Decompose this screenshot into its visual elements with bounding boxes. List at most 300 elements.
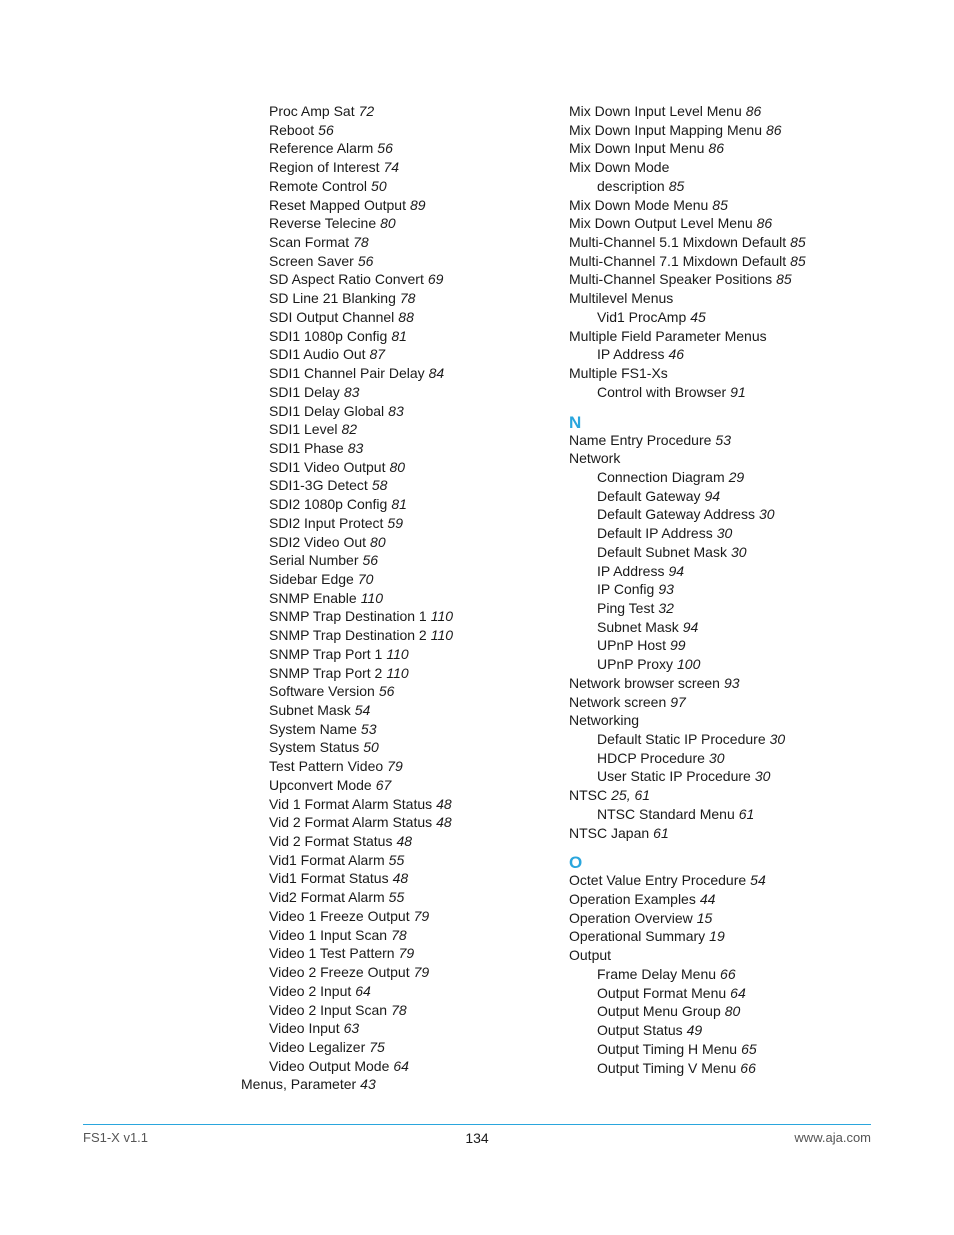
index-page-ref[interactable]: 85 xyxy=(668,177,685,194)
index-page-ref[interactable]: 29 xyxy=(728,468,745,485)
index-term: Video 2 Input xyxy=(269,982,352,999)
index-term: Mix Down Mode Menu xyxy=(569,196,709,213)
index-page-ref[interactable]: 25, 61 xyxy=(611,787,651,804)
index-subentry xyxy=(241,533,541,552)
index-entry xyxy=(569,693,889,712)
index-page-ref[interactable]: 48 xyxy=(436,814,452,831)
index-term: Multi-Channel 7.1 Mixdown Default xyxy=(569,252,787,269)
index-term: Ping Test xyxy=(597,599,655,616)
index-term: Default Gateway Address xyxy=(597,506,755,523)
index-page-ref[interactable]: 63 xyxy=(343,1020,360,1037)
index-page-ref[interactable]: 75 xyxy=(369,1038,385,1055)
index-subentry xyxy=(569,524,889,543)
index-term: NTSC Japan xyxy=(569,824,650,841)
index-subentry xyxy=(241,289,541,308)
index-page-ref[interactable]: 83 xyxy=(347,439,364,456)
index-section-letter: N xyxy=(569,412,582,432)
index-subentry xyxy=(241,963,541,982)
index-term: Video 1 Test Pattern xyxy=(269,945,395,962)
index-entry xyxy=(569,824,889,843)
index-page-ref[interactable]: 86 xyxy=(766,121,782,138)
index-term: Octet Value Entry Procedure xyxy=(569,872,747,889)
index-subentry xyxy=(241,270,541,289)
index-term: Menus, Parameter xyxy=(241,1076,357,1093)
index-subentry xyxy=(241,364,541,383)
index-term: IP Address xyxy=(597,562,665,579)
index-subentry xyxy=(241,738,541,757)
index-page-ref[interactable]: 88 xyxy=(398,308,414,325)
index-page-ref[interactable]: 87 xyxy=(369,346,386,363)
index-subentry xyxy=(241,458,541,477)
index-term: System Name xyxy=(269,720,357,737)
index-page-ref[interactable]: 50 xyxy=(363,739,379,756)
index-page-ref[interactable]: 48 xyxy=(392,870,409,887)
index-page-ref[interactable]: 110 xyxy=(386,664,409,681)
index-page-ref[interactable]: 99 xyxy=(670,637,686,654)
index-page-ref[interactable]: 80 xyxy=(380,215,396,232)
index-subentry xyxy=(241,626,541,645)
index-term: Network browser screen xyxy=(569,674,720,691)
index-page-ref[interactable]: 85 xyxy=(790,234,806,251)
index-subentry xyxy=(241,308,541,327)
index-subentry xyxy=(241,121,541,140)
index-subentry xyxy=(241,139,541,158)
index-page-ref[interactable]: 30 xyxy=(708,749,725,766)
index-subentry xyxy=(241,327,541,346)
index-page-ref[interactable]: 64 xyxy=(730,984,746,1001)
index-page-ref[interactable]: 56 xyxy=(378,683,395,700)
index-page-ref[interactable]: 30 xyxy=(758,506,775,523)
index-page-ref[interactable]: 30 xyxy=(754,768,771,785)
index-page-ref[interactable]: 83 xyxy=(343,383,360,400)
index-subentry xyxy=(241,589,541,608)
index-term: SDI1-3G Detect xyxy=(269,477,368,494)
index-subentry xyxy=(241,720,541,739)
index-term: Subnet Mask xyxy=(269,702,351,718)
index-page-ref[interactable]: 93 xyxy=(723,674,740,691)
index-page-ref[interactable]: 72 xyxy=(358,103,375,119)
index-term: Control with Browser xyxy=(597,383,727,400)
index-subentry xyxy=(241,476,541,495)
index-page-ref[interactable]: 49 xyxy=(686,1022,703,1039)
index-entry xyxy=(569,786,889,805)
index-page-ref[interactable]: 74 xyxy=(383,159,400,176)
index-term: Multiple Field Parameter Menus xyxy=(569,327,767,344)
index-term: SNMP Trap Destination 1 xyxy=(269,608,427,625)
index-page-ref[interactable]: 79 xyxy=(413,907,430,924)
index-page-ref[interactable]: 80 xyxy=(724,1003,741,1020)
index-term: Remote Control xyxy=(269,177,368,194)
index-page-ref[interactable]: 56 xyxy=(362,552,379,569)
index-term: Video 2 Input Scan xyxy=(269,1001,388,1018)
index-page-ref[interactable]: 83 xyxy=(388,402,404,419)
index-page-ref[interactable]: 110 xyxy=(430,608,454,625)
index-term: Mix Down Input Mapping Menu xyxy=(569,121,762,138)
index-page-ref[interactable]: 81 xyxy=(391,327,407,344)
index-subentry xyxy=(569,767,889,786)
index-term: Default Static IP Procedure xyxy=(597,731,766,747)
index-entry xyxy=(569,233,889,252)
index-term: Output Format Menu xyxy=(597,984,727,1001)
index-term: Multiple FS1-Xs xyxy=(569,365,668,382)
index-term: Serial Number xyxy=(269,552,359,569)
index-term: Video Input xyxy=(269,1020,340,1037)
index-page-ref[interactable]: 54 xyxy=(750,872,766,889)
index-term: Vid2 Format Alarm xyxy=(269,889,385,906)
index-page-ref[interactable]: 110 xyxy=(360,589,384,606)
footer-document-version: FS1-X v1.1 xyxy=(83,1130,149,1145)
index-term: Upconvert Mode xyxy=(269,776,372,793)
index-page-ref[interactable]: 66 xyxy=(740,1059,756,1076)
index-page-ref[interactable]: 100 xyxy=(677,656,701,673)
index-page-ref[interactable]: 110 xyxy=(386,645,409,662)
index-term: Operation Examples xyxy=(569,891,696,908)
index-page-ref[interactable]: 56 xyxy=(377,140,393,157)
index-subentry xyxy=(241,664,541,683)
index-term: Output xyxy=(569,947,612,964)
index-subentry xyxy=(569,543,889,562)
index-entry xyxy=(569,909,889,928)
index-term: Region of Interest xyxy=(269,159,380,176)
index-term: Video 2 Freeze Output xyxy=(269,964,410,981)
index-page-ref[interactable]: 85 xyxy=(776,271,792,288)
index-term: Output Timing H Menu xyxy=(597,1040,738,1057)
index-page-ref[interactable]: 78 xyxy=(391,926,407,943)
index-page-ref[interactable]: 79 xyxy=(398,945,415,962)
index-page-ref[interactable]: 94 xyxy=(668,562,685,579)
footer-page-number: 134 xyxy=(465,1130,489,1146)
index-subentry xyxy=(241,214,541,233)
index-term: Default Subnet Mask xyxy=(597,543,727,560)
index-entry xyxy=(569,252,889,271)
index-page-ref[interactable]: 86 xyxy=(745,103,762,119)
index-subentry xyxy=(569,655,889,674)
index-page-ref[interactable]: 110 xyxy=(430,627,454,644)
index-subentry xyxy=(241,776,541,795)
index-term: NTSC Standard Menu xyxy=(597,805,735,822)
index-term: System Status xyxy=(269,739,360,756)
index-term: Name Entry Procedure xyxy=(569,431,712,448)
index-term: Test Pattern Video xyxy=(269,758,384,775)
index-column-right xyxy=(569,102,889,1077)
index-term: Mix Down Input Level Menu xyxy=(569,103,742,119)
index-term: Reset Mapped Output xyxy=(269,196,406,213)
index-page-ref[interactable]: 30 xyxy=(716,525,733,542)
index-page-ref[interactable]: 44 xyxy=(699,891,716,908)
index-page-ref[interactable]: 91 xyxy=(730,383,746,400)
index-term: Output Timing V Menu xyxy=(597,1059,737,1076)
index-page-ref[interactable]: 97 xyxy=(670,693,686,710)
footer-website: www.aja.com xyxy=(794,1130,871,1145)
index-column-left xyxy=(241,102,541,1094)
index-page-ref[interactable]: 70 xyxy=(357,570,374,587)
index-subentry xyxy=(241,926,541,945)
index-subentry xyxy=(241,813,541,832)
index-page-ref[interactable]: 93 xyxy=(658,581,674,598)
index-entry xyxy=(569,431,889,450)
index-page-ref[interactable]: 50 xyxy=(371,177,387,194)
index-term: User Static IP Procedure xyxy=(597,768,751,785)
index-term: Mix Down Mode xyxy=(569,159,670,176)
index-term: Mix Down Output Level Menu xyxy=(569,215,753,232)
index-page-ref[interactable]: 67 xyxy=(375,776,392,793)
index-subentry xyxy=(569,1021,889,1040)
index-term: SDI1 Channel Pair Delay xyxy=(269,365,425,382)
index-subentry xyxy=(241,233,541,252)
index-page-ref[interactable]: 19 xyxy=(709,928,725,945)
index-term: Vid 2 Format Alarm Status xyxy=(269,814,433,831)
index-subentry xyxy=(569,345,889,364)
index-page-ref[interactable]: 56 xyxy=(318,121,334,138)
index-entry xyxy=(569,214,889,233)
index-term: Default Gateway xyxy=(597,487,701,504)
index-entry xyxy=(569,674,889,693)
index-term: SDI1 Level xyxy=(269,421,338,438)
index-subentry xyxy=(241,495,541,514)
index-subentry xyxy=(569,730,889,749)
index-subentry xyxy=(241,1019,541,1038)
index-section-letter: O xyxy=(569,853,583,873)
index-subentry xyxy=(569,599,889,618)
index-subentry xyxy=(569,749,889,768)
index-subentry xyxy=(241,420,541,439)
index-term: description xyxy=(597,177,665,194)
index-term: SDI2 1080p Config xyxy=(269,496,388,513)
index-subentry xyxy=(569,308,889,327)
index-subentry xyxy=(569,177,889,196)
index-term: SDI1 Video Output xyxy=(269,458,386,475)
index-subentry xyxy=(569,562,889,581)
index-subentry xyxy=(241,795,541,814)
index-subentry xyxy=(241,701,541,720)
index-page-ref[interactable]: 59 xyxy=(387,514,403,531)
index-entry xyxy=(569,449,889,468)
index-page-ref[interactable]: 78 xyxy=(391,1001,407,1018)
index-page-ref[interactable]: 89 xyxy=(409,196,426,213)
index-term: Scan Format xyxy=(269,234,350,251)
index-subentry xyxy=(241,851,541,870)
index-page-ref[interactable]: 69 xyxy=(427,271,444,288)
index-term: Operational Summary xyxy=(569,928,706,945)
footer-divider xyxy=(83,1124,871,1125)
index-subentry xyxy=(569,505,889,524)
index-page-ref[interactable]: 48 xyxy=(396,833,413,850)
index-subentry xyxy=(241,1038,541,1057)
index-entry xyxy=(569,289,889,308)
index-term: Vid 2 Format Status xyxy=(269,833,393,850)
index-subentry xyxy=(569,805,889,824)
index-term: Multilevel Menus xyxy=(569,290,674,307)
index-page-ref[interactable]: 15 xyxy=(696,909,713,926)
index-page-ref[interactable]: 80 xyxy=(370,533,386,550)
index-page-ref[interactable]: 82 xyxy=(341,421,358,438)
index-page-ref[interactable]: 53 xyxy=(715,431,731,448)
index-term: NTSC xyxy=(569,787,608,804)
index-term: SNMP Trap Port 2 xyxy=(269,664,383,681)
index-entry xyxy=(569,121,889,140)
index-term: Network screen xyxy=(569,693,667,710)
index-term: Multi-Channel Speaker Positions xyxy=(569,271,773,288)
index-subentry xyxy=(569,1059,889,1078)
index-subentry xyxy=(241,1057,541,1076)
index-page-ref[interactable]: 84 xyxy=(428,365,445,382)
index-subentry xyxy=(241,888,541,907)
index-page-ref[interactable]: 55 xyxy=(388,889,405,906)
index-term: Sidebar Edge xyxy=(269,570,354,587)
index-entry xyxy=(569,158,889,177)
index-entry xyxy=(569,327,889,346)
index-subentry xyxy=(569,1002,889,1021)
index-entry xyxy=(569,711,889,730)
index-subentry xyxy=(241,1001,541,1020)
index-subentry xyxy=(241,944,541,963)
index-subentry xyxy=(241,570,541,589)
index-term: Vid1 Format Alarm xyxy=(269,851,385,868)
index-entry xyxy=(569,946,889,965)
index-term: Connection Diagram xyxy=(597,468,725,485)
index-term: SNMP Enable xyxy=(269,589,357,606)
index-subentry xyxy=(241,551,541,570)
index-page-ref[interactable]: 55 xyxy=(388,851,405,868)
index-subentry xyxy=(241,645,541,664)
index-page-ref[interactable]: 85 xyxy=(790,252,806,269)
index-entry xyxy=(241,1075,541,1094)
index-subentry xyxy=(241,682,541,701)
index-subentry xyxy=(569,1040,889,1059)
index-term: Video 1 Input Scan xyxy=(269,926,388,943)
index-subentry xyxy=(241,757,541,776)
index-page-ref[interactable]: 46 xyxy=(668,346,685,363)
index-subentry xyxy=(569,487,889,506)
index-entry xyxy=(569,102,889,121)
index-page-ref[interactable]: 94 xyxy=(704,487,721,504)
index-term: SDI1 Audio Out xyxy=(269,346,366,363)
index-term: SNMP Trap Port 1 xyxy=(269,645,383,662)
index-page-ref[interactable]: 79 xyxy=(387,758,403,775)
index-page-ref[interactable]: 66 xyxy=(720,965,736,982)
index-term: SD Aspect Ratio Convert xyxy=(269,271,424,288)
index-term: Multi-Channel 5.1 Mixdown Default xyxy=(569,234,787,251)
index-term: Networking xyxy=(569,712,640,729)
index-page-ref[interactable]: 64 xyxy=(393,1057,409,1074)
index-entry xyxy=(569,890,889,909)
index-page-ref[interactable]: 45 xyxy=(690,308,706,325)
index-term: Operation Overview xyxy=(569,909,693,926)
index-term: SDI1 1080p Config xyxy=(269,327,388,344)
index-term: SNMP Trap Destination 2 xyxy=(269,627,427,644)
index-page-ref[interactable]: 79 xyxy=(413,964,430,981)
index-page-ref[interactable]: 43 xyxy=(360,1076,376,1093)
index-term: Output Status xyxy=(597,1022,683,1039)
index-page-ref[interactable]: 64 xyxy=(355,982,371,999)
index-subentry xyxy=(241,832,541,851)
index-term: Vid 1 Format Alarm Status xyxy=(269,795,433,812)
index-page-ref[interactable]: 86 xyxy=(756,215,773,232)
index-term: Output Menu Group xyxy=(597,1003,721,1020)
index-term: Video Legalizer xyxy=(269,1038,366,1055)
index-term: IP Config xyxy=(597,581,655,598)
index-term: Screen Saver xyxy=(269,252,354,269)
index-page-ref[interactable]: 65 xyxy=(741,1040,757,1057)
index-subentry xyxy=(241,383,541,402)
index-term: IP Address xyxy=(597,346,665,363)
index-term: SDI Output Channel xyxy=(269,308,395,325)
index-subentry xyxy=(569,984,889,1003)
index-term: SDI1 Delay xyxy=(269,383,340,400)
index-subentry xyxy=(241,345,541,364)
index-page-ref[interactable]: 81 xyxy=(391,496,407,513)
index-term: Vid1 ProcAmp xyxy=(597,308,687,325)
index-term: Software Version xyxy=(269,683,375,700)
index-page-ref[interactable]: 58 xyxy=(371,477,388,494)
index-entry xyxy=(569,139,889,158)
index-subentry xyxy=(569,965,889,984)
index-subentry xyxy=(241,869,541,888)
index-term: Video Output Mode xyxy=(269,1057,390,1074)
index-subentry xyxy=(241,607,541,626)
index-term: Reboot xyxy=(269,121,315,138)
index-entry xyxy=(569,927,889,946)
index-subentry xyxy=(241,177,541,196)
index-page-ref[interactable]: 94 xyxy=(682,618,699,635)
index-term: Frame Delay Menu xyxy=(597,965,717,982)
index-page-ref[interactable]: 53 xyxy=(360,720,377,737)
index-term: Network xyxy=(569,450,621,467)
index-term: UPnP Proxy xyxy=(597,656,673,673)
index-page-ref[interactable]: 30 xyxy=(769,731,786,747)
index-term: Default IP Address xyxy=(597,525,713,542)
index-term: Video 1 Freeze Output xyxy=(269,907,410,924)
index-page-ref[interactable]: 32 xyxy=(658,599,674,616)
index-term: Vid1 Format Status xyxy=(269,870,389,887)
index-term: HDCP Procedure xyxy=(597,749,705,766)
index-subentry xyxy=(241,907,541,926)
index-page-ref[interactable]: 61 xyxy=(738,805,755,822)
index-subentry xyxy=(241,252,541,271)
index-term: SD Line 21 Blanking xyxy=(269,290,396,307)
index-subentry xyxy=(241,982,541,1001)
index-entry xyxy=(569,364,889,383)
index-page-ref[interactable]: 78 xyxy=(353,234,369,251)
index-page-ref[interactable]: 78 xyxy=(399,290,416,307)
index-subentry xyxy=(241,402,541,421)
index-subentry xyxy=(241,196,541,215)
index-page-ref[interactable]: 48 xyxy=(436,795,452,812)
index-page-ref[interactable]: 85 xyxy=(712,196,728,213)
index-subentry xyxy=(569,383,889,402)
index-page-ref[interactable]: 56 xyxy=(357,252,374,269)
index-subentry xyxy=(569,468,889,487)
index-subentry xyxy=(241,439,541,458)
index-subentry xyxy=(569,580,889,599)
index-page-ref[interactable]: 61 xyxy=(653,824,669,841)
index-term: Reference Alarm xyxy=(269,140,374,157)
index-term: SDI2 Video Out xyxy=(269,533,367,550)
index-subentry xyxy=(569,618,889,637)
index-page-ref[interactable]: 30 xyxy=(730,543,747,560)
index-page-ref[interactable]: 54 xyxy=(354,702,371,718)
index-entry xyxy=(569,196,889,215)
index-term: Mix Down Input Menu xyxy=(569,140,705,157)
index-subentry xyxy=(241,158,541,177)
index-page-ref[interactable]: 80 xyxy=(389,458,406,475)
index-term: SDI1 Delay Global xyxy=(269,402,385,419)
index-subentry xyxy=(569,636,889,655)
index-page-ref[interactable]: 86 xyxy=(708,140,724,157)
index-entry xyxy=(569,270,889,289)
index-subentry xyxy=(241,514,541,533)
index-term: Reverse Telecine xyxy=(269,215,377,232)
